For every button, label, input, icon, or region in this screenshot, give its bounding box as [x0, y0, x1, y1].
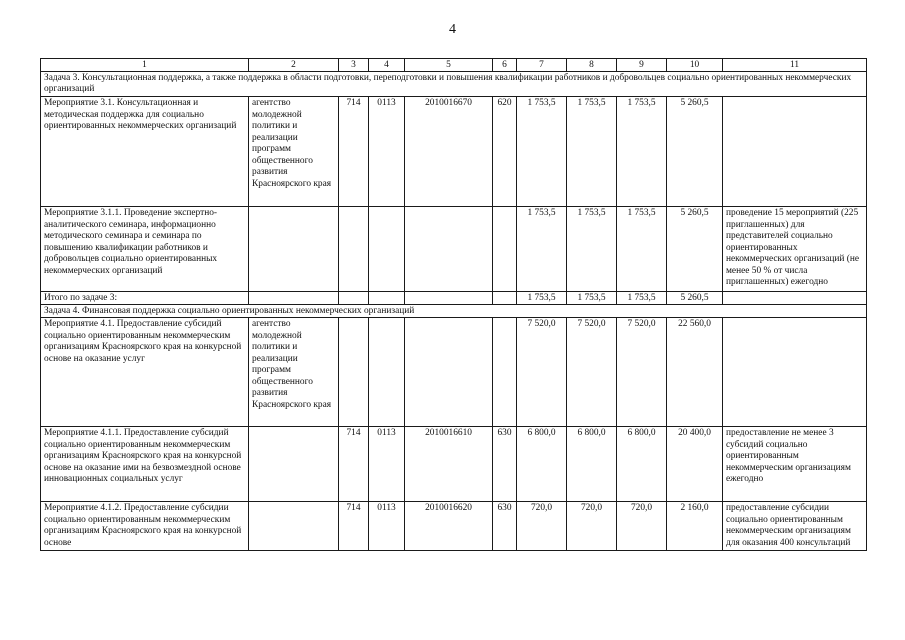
amount-total: 2 160,0	[667, 502, 723, 551]
table-row	[41, 207, 867, 292]
amount-year1: 720,0	[517, 502, 567, 551]
grbs-code	[339, 207, 369, 292]
amount-year2: 7 520,0	[567, 318, 617, 427]
expense-type-code: 630	[493, 502, 517, 551]
grbs-code: 714	[339, 502, 369, 551]
header-cell: 10	[667, 59, 723, 72]
amount-year3: 1 753,5	[617, 207, 667, 292]
empty-cell	[339, 292, 369, 305]
header-cell: 2	[249, 59, 339, 72]
task-4-row	[41, 305, 867, 318]
amount-year1: 7 520,0	[517, 318, 567, 427]
column-number-row	[41, 59, 867, 72]
table-row	[41, 502, 867, 551]
table-row	[41, 97, 867, 207]
amount-year3: 6 800,0	[617, 427, 667, 502]
program-events-table	[40, 58, 867, 551]
task-3-total-row	[41, 292, 867, 305]
empty-cell	[493, 292, 517, 305]
expected-result: предоставление субсидии социально ориентированным некоммерческим организациям для оказания 400 консультаций	[723, 502, 867, 551]
header-cell: 3	[339, 59, 369, 72]
header-cell: 9	[617, 59, 667, 72]
amount-year1: 1 753,5	[517, 97, 567, 207]
amount-year1: 1 753,5	[517, 292, 567, 305]
amount-year3: 1 753,5	[617, 292, 667, 305]
target-article-code	[405, 207, 493, 292]
expense-type-code	[493, 318, 517, 427]
amount-year3: 720,0	[617, 502, 667, 551]
task-3-row	[41, 72, 867, 97]
header-cell: 7	[517, 59, 567, 72]
event-name: Мероприятие 4.1.2. Предоставление субсидии социально ориентированным некоммерческим организациям Красноярского края на конкурсной основе	[41, 502, 249, 551]
empty-cell	[369, 292, 405, 305]
grbs-code	[339, 318, 369, 427]
amount-year3: 1 753,5	[617, 97, 667, 207]
amount-year2: 720,0	[567, 502, 617, 551]
target-article-code: 2010016670	[405, 97, 493, 207]
grbs-code: 714	[339, 97, 369, 207]
expected-result: предоставление не менее 3 субсидий социально ориентированным некоммерческим организациям ежегодно	[723, 427, 867, 502]
task-3-title: Задача 3. Консультационная поддержка, а также поддержка в области подготовки, переподготовки и повышения квалификации работников и добровольцев социально ориентированных некоммерческих организаций	[41, 72, 867, 97]
expected-result: проведение 15 мероприятий (225 приглашенных) для представителей социально ориентированных некоммерческих организаций (не менее 50 % от числа приглашенных) ежегодно	[723, 207, 867, 292]
expected-result	[723, 318, 867, 427]
section-code	[369, 207, 405, 292]
amount-year2: 6 800,0	[567, 427, 617, 502]
amount-year2: 1 753,5	[567, 292, 617, 305]
event-name: Мероприятие 4.1. Предоставление субсидий социально ориентированным некоммерческим организациям Красноярского края на конкурсной основе на оказание услуг	[41, 318, 249, 427]
grbs-code: 714	[339, 427, 369, 502]
amount-year2: 1 753,5	[567, 207, 617, 292]
header-cell: 8	[567, 59, 617, 72]
amount-year1: 6 800,0	[517, 427, 567, 502]
header-cell: 1	[41, 59, 249, 72]
expense-type-code: 620	[493, 97, 517, 207]
target-article-code: 2010016620	[405, 502, 493, 551]
empty-cell	[723, 292, 867, 305]
amount-year3: 7 520,0	[617, 318, 667, 427]
expense-type-code	[493, 207, 517, 292]
table-row	[41, 427, 867, 502]
responsible-agency	[249, 502, 339, 551]
section-code	[369, 318, 405, 427]
section-code: 0113	[369, 427, 405, 502]
event-name: Мероприятие 3.1. Консультационная и методическая поддержка для социально ориентированных некоммерческих организаций	[41, 97, 249, 207]
expense-type-code: 630	[493, 427, 517, 502]
header-cell: 5	[405, 59, 493, 72]
header-cell: 11	[723, 59, 867, 72]
task-4-title: Задача 4. Финансовая поддержка социально ориентированных некоммерческих организаций	[41, 305, 867, 318]
header-cell: 4	[369, 59, 405, 72]
expected-result	[723, 97, 867, 207]
amount-total: 5 260,5	[667, 207, 723, 292]
amount-total: 20 400,0	[667, 427, 723, 502]
section-code: 0113	[369, 502, 405, 551]
total-label: Итого по задаче 3:	[41, 292, 249, 305]
event-name: Мероприятие 3.1.1. Проведение экспертно-аналитического семинара, информационно методического семинара и семинара по повышению квалификации работников и добровольцев социально ориентированных некоммерческих организаций	[41, 207, 249, 292]
target-article-code: 2010016610	[405, 427, 493, 502]
responsible-agency: агентство молодежной политики и реализации программ общественного развития Красноярского края	[249, 318, 339, 427]
amount-total: 5 260,5	[667, 97, 723, 207]
table-row	[41, 318, 867, 427]
empty-cell	[405, 292, 493, 305]
responsible-agency	[249, 207, 339, 292]
responsible-agency: агентство молодежной политики и реализации программ общественного развития Красноярского края	[249, 97, 339, 207]
target-article-code	[405, 318, 493, 427]
event-name: Мероприятие 4.1.1. Предоставление субсидий социально ориентированным некоммерческим организациям Красноярского края на конкурсной основе на оказание ими на безвозмездной основе инновационных социальных услуг	[41, 427, 249, 502]
header-cell: 6	[493, 59, 517, 72]
section-code: 0113	[369, 97, 405, 207]
amount-year2: 1 753,5	[567, 97, 617, 207]
amount-year1: 1 753,5	[517, 207, 567, 292]
empty-cell	[249, 292, 339, 305]
responsible-agency	[249, 427, 339, 502]
page-number: 4	[449, 22, 456, 37]
amount-total: 5 260,5	[667, 292, 723, 305]
amount-total: 22 560,0	[667, 318, 723, 427]
